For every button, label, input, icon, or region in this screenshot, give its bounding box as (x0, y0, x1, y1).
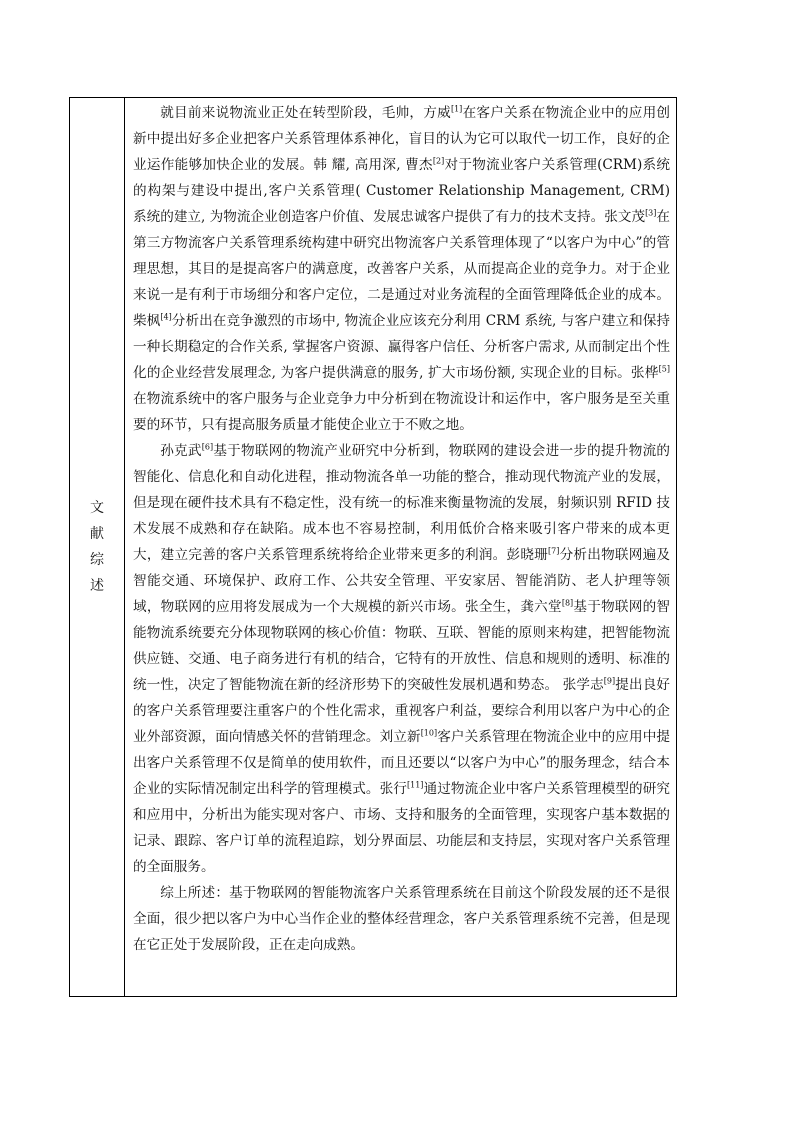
paragraph-text: 提出良好的客户关系管理要注重客户的个性化需求，重视客户利益，要综合利用以客户为中心的企业外部资源，面向情感关怀的营销理念。刘立新 (133, 677, 671, 745)
citation-ref: [5] (658, 364, 670, 374)
paragraph-text: 就目前来说物流业正处在转型阶段，毛帅，方威 (160, 105, 451, 121)
paragraph-text: 基于物联网的智能物流系统要充分体现物联网的核心价值：物联、互联、智能的原则来构建，把智能物流供应链、交通、电子商务进行有机的结合，它特有的开放性、信息和规则的透明、标准的统一性，决定了智能物流在新的经济形势下的突破性发展机遇和势态。 张学志 (133, 599, 671, 693)
citation-ref: [11] (407, 780, 424, 790)
citation-ref: [9] (603, 676, 616, 686)
citation-ref: [2] (432, 156, 445, 166)
paragraph-text: 分析出物联网遍及智能交通、环境保护、政府工作、公共安全管理、平安家居、智能消防、老人护理等领域，物联网的应用将发展成为一个大规模的新兴市场。张全生，龚六堂 (133, 547, 671, 615)
review-content-cell (125, 98, 676, 996)
section-label: 文献综述 (90, 500, 104, 594)
literature-review-table (69, 97, 677, 997)
citation-ref: [10] (420, 728, 438, 738)
citation-ref: [1] (450, 104, 463, 114)
review-paragraph-2 (133, 438, 670, 880)
paragraph-text: 孙克武 (160, 443, 202, 459)
paragraph-text: 在客户关系在物流企业中的应用创新中提出好多企业把客户关系管理体系神化，盲目的认为它可以取代一切工作，良好的企业运作能够加快企业的发展。韩 耀, 高用深, 曹杰 (133, 105, 671, 173)
review-paragraph-1 (133, 100, 670, 438)
paragraph-text: 综上所述：基于物联网的智能物流客户关系管理系统在目前这个阶段发展的还不是很全面，很少把以客户为中心当作企业的整体经营理念，客户关系管理系统不完善，但是现在它正处于发展阶段，正在走向成熟。 (133, 885, 670, 953)
paragraph-text: 客户关系管理在物流企业中的应用中提出客户关系管理不仅是简单的使用软件，而且还要以“以客户为中心”的服务理念，结合本企业的实际情况制定出科学的管理模式。张行 (133, 729, 670, 797)
citation-ref: [7] (548, 546, 560, 556)
paragraph-text: 通过物流企业中客户关系管理模型的研究和应用中，分析出为能实现对客户、市场、支持和服务的全面管理，实现客户基本数据的记录、跟踪、客户订单的流程追踪，划分界面层、功能层和支持层，实现对客户关系管理的全面服务。 (133, 781, 671, 875)
citation-ref: [6] (201, 442, 214, 452)
citation-ref: [8] (561, 598, 574, 608)
citation-ref: [3] (645, 208, 657, 218)
review-paragraph-3 (133, 880, 670, 958)
paragraph-text: 在物流系统中的客户服务与企业竞争力中分析到在物流设计和运作中，客户服务是至关重要的环节，只有提高服务质量才能使企业立于不败之地。 (133, 391, 670, 433)
paragraph-text: 在第三方物流客户关系管理系统构建中研究出物流客户关系管理体现了“以客户为中心”的管理思想，其目的是提高客户的满意度，改善客户关系，从而提高企业的竞争力。对于企业来说一是有利于市场细分和客户定位，二是通过对业务流程的全面管理降低企业的成本。柴枫 (133, 209, 671, 329)
paragraph-text: 基于物联网的物流产业研究中分析到，物联网的建设会进一步的提升物流的智能化、信息化和自动化进程，推动物流各单一功能的整合，推动现代物流产业的发展，但是现在硬件技术具有不稳定性，没有统一的标准来衡量物流的发展，射频识别 RFID 技术发展不成熟和存在缺陷。成本也不容易控制，利用低价合格来吸引客户带来的成本更大，建立完善的客户关系管理系统将给企业带来更多的利润。彭晓珊 (133, 443, 671, 563)
paragraph-text: 对于物流业客户关系管理(CRM)系统的构架与建设中提出,客户关系管理( Customer Relationship Management, CRM) 系统的建立, 为物流企业创造客户价值、发展忠诚客户提供了有力的技术支持。张文茂 (133, 157, 670, 225)
citation-ref: [4] (160, 312, 172, 322)
section-label-cell (70, 98, 125, 996)
paragraph-text: 分析出在竞争激烈的市场中, 物流企业应该充分利用 CRM 系统, 与客户建立和保持一种长期稳定的合作关系, 掌握客户资源、赢得客户信任、分析客户需求, 从而制定出个性化的企业经营发展理念, 为客户提供满意的服务, 扩大市场份额, 实现企业的目标。张桦 (133, 313, 671, 381)
